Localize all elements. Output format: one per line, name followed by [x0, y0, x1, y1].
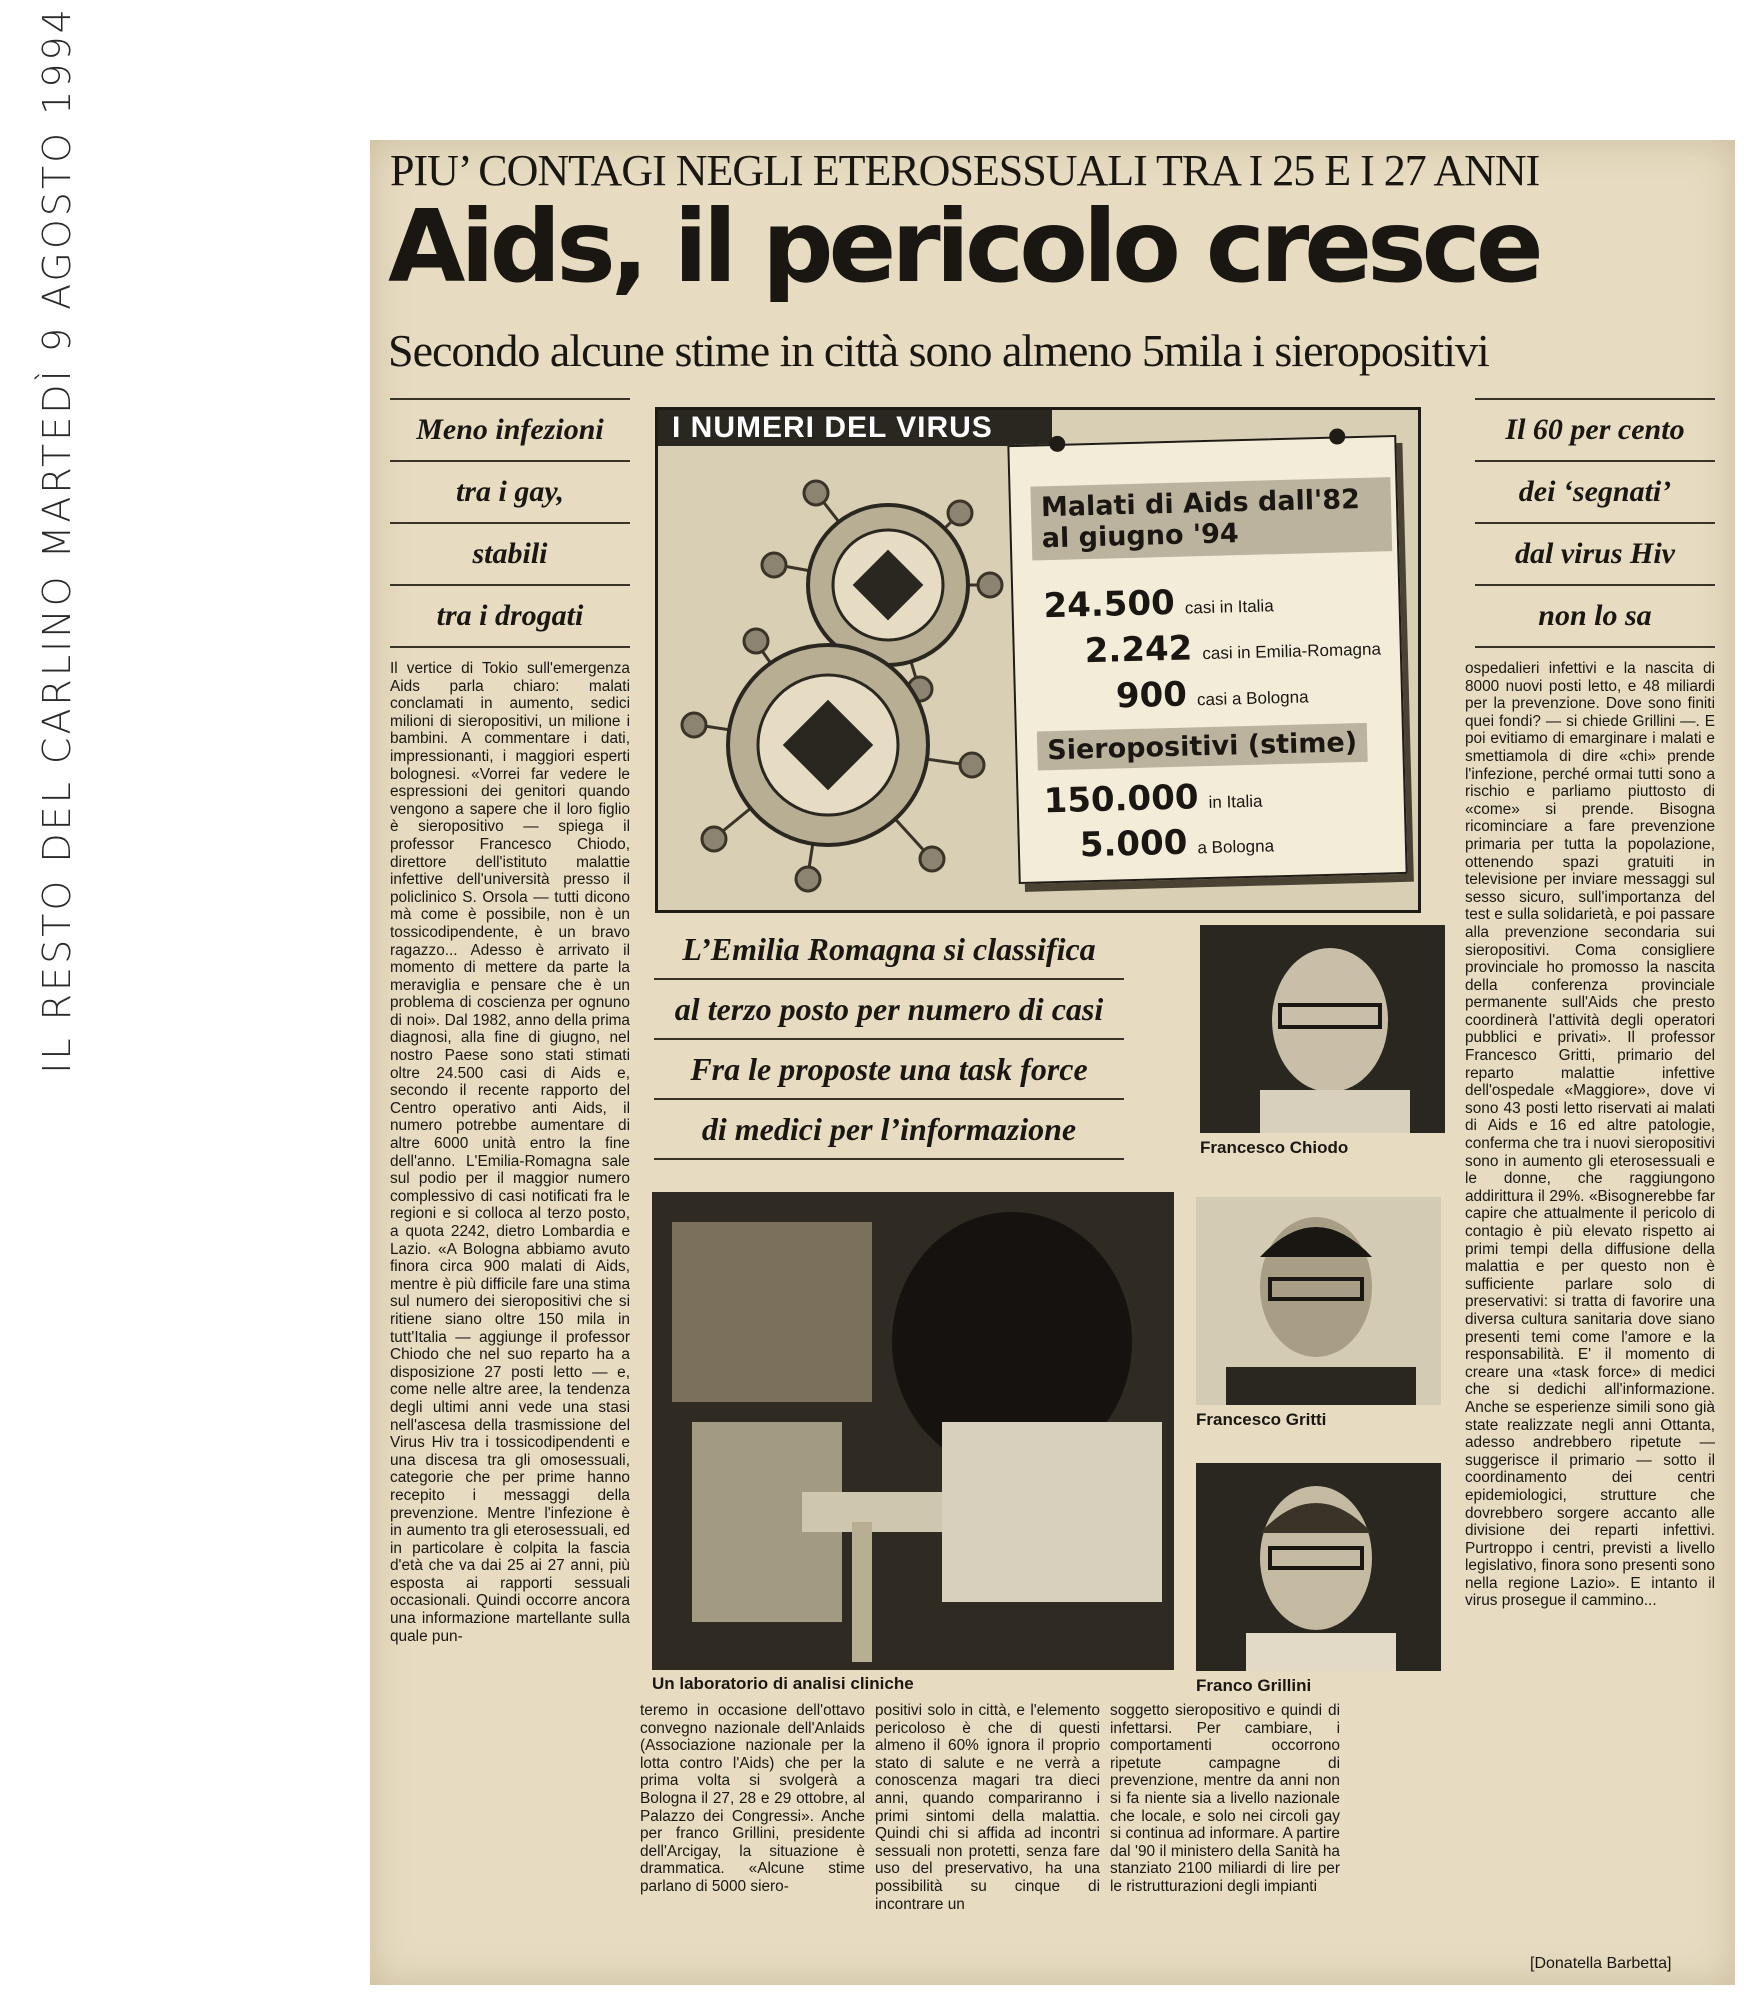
subheadline: Secondo alcune stime in città sono almeno 5mila i sieropositivi: [388, 325, 1489, 376]
right-deck-line: non lo sa: [1475, 586, 1715, 648]
stats-card: [1007, 435, 1407, 884]
article-column-3: positivi solo in città, e l'elemento pericoloso è che di questi almeno il 60% ignora il proprio stato di salute e ne verrà a conoscenza magari tra dieci anni, quando compariranno i primi sintomi della malattia. Quindi chi si affida ad incontri sessuali non protetti, senza fare uso del preservativo, ha una possibilità su cinque di incontrare un: [875, 1702, 1100, 1913]
left-deck-line: stabili: [390, 524, 630, 586]
center-deck-line: Fra le proposte una task force: [654, 1040, 1124, 1100]
right-deck-line: dal virus Hiv: [1475, 524, 1715, 586]
stat-row: 900 casi a Bologna: [1115, 674, 1309, 717]
virus-illustration: [668, 455, 1008, 895]
section2-title: Sieropositivi (stime): [1037, 723, 1368, 771]
stat-row: 24.500 casi in Italia: [1043, 582, 1274, 627]
right-deck-line: Il 60 per cento: [1475, 398, 1715, 462]
portrait-grillini: [1196, 1463, 1441, 1671]
section1-title: Malati di Aids dall'82 al giugno '94: [1030, 477, 1392, 560]
headline: Aids, il pericolo cresce: [388, 188, 1539, 305]
portrait-gritti: [1196, 1197, 1441, 1405]
byline: [Donatella Barbetta]: [1530, 1955, 1672, 1972]
lab-caption: Un laboratorio di analisi cliniche: [652, 1674, 914, 1693]
article-column-1: Il vertice di Tokio sull'emergenza Aids parla chiaro: malati conclamati in aumento, sedici milioni di sieropositivi, un milione i bambini. A commentare i dati, impressionanti, i maggiori esperti bolognesi. «Vorrei far vedere le espressioni dei genitori quando vengono a sapere che il loro figlio è sieropositivo — spiega il professor Francesco Chiodo, direttore dell'istituto malattie infettive dell'università presso il policlinico S. Orsola — tutti dicono mà come è possibile, non è un tossicodipendente, è un bravo ragazzo... Adesso è arrivato il momento di mettere da parte la meraviglia e pensare che è un problema di coscienza per ognuno di noi». Dal 1982, anno della prima diagnosi, alla fine di giugno, nel nostro Paese sono stati stimati oltre 24.500 casi di Aids e, secondo il recente rapporto del Centro operativo anti Aids, il numero potrebbe aumentare di altre 6000 unità entro la fine dell'anno. L'Emilia-Romagna sale sul podio per il maggior numero complessivo di casi notificati fra le regioni e si colloca al terzo posto, a quota 2242, dietro Lombardia e Lazio. «A Bologna abbiamo avuto finora circa 900 malati di Aids, mentre è più difficile fare una stima sul numero dei sieropositivi che si ritiene siano oltre 150 mila in tutt'Italia — aggiunge il professor Chiodo che nel suo reparto ha a disposizione 27 posti letto — e, come nelle altre aree, la tendenza degli ultimi anni vede una stasi nell'ascesa della trasmissione del Virus Hiv tra i tossicodipendenti e una discesa tra gli omosessuali, categorie che per prime hanno recepito i messaggi della prevenzione. Mentre l'infezione è in aumento tra gli eterosessuali, ed in particolare è colpita la fascia d'età che va dai 25 ai 27 anni, più esposta ai rapporti sessuali occasionali. Quindi occorre ancora una informazione martellante sulla quale pun-: [390, 660, 630, 1645]
infobox-title: I NUMERI DEL VIRUS: [658, 410, 1052, 446]
left-deck-line: Meno infezioni: [390, 398, 630, 462]
center-deck-line: al terzo posto per numero di casi: [654, 980, 1124, 1040]
left-deck-line: tra i drogati: [390, 586, 630, 648]
pin-icon: [1049, 436, 1065, 452]
kicker: PIU’ CONTAGI NEGLI ETEROSESSUALI TRA I 25 E I 27 ANNI: [390, 146, 1540, 195]
newspaper-clipping: [370, 140, 1735, 1985]
article-column-2: teremo in occasione dell'ottavo convegno nazionale dell'Anlaids (Associazione nazionale per la lotta contro l'Aids) che per la prima volta si svolgerà a Bologna il 27, 28 e 29 ottobre, al Palazzo dei Congressi». Anche per franco Grillini, presidente dell'Arcigay, la situazione è drammatica. «Alcune stime parlano di 5000 siero-: [640, 1702, 865, 1895]
center-deck-line: di medici per l’informazione: [654, 1100, 1124, 1160]
stat-row: 150.000 in Italia: [1043, 777, 1263, 822]
pin-icon: [1329, 428, 1345, 444]
caption-gritti: Francesco Gritti: [1196, 1410, 1327, 1429]
caption-grillini: Franco Grillini: [1196, 1676, 1312, 1695]
handwritten-note: IL RESTO DEL CARLINO MARTEDÌ 9 AGOSTO 1994: [35, 6, 79, 1074]
stat-row: 5.000 a Bologna: [1079, 822, 1275, 866]
right-deck-line: dei ‘segnati’: [1475, 462, 1715, 524]
article-column-4: soggetto sieropositivo e quindi di infettarsi. Per cambiare, i comportamenti occorrono ripetute campagne di prevenzione, mentre da anni non si fa niente sia a livello nazionale che locale, e solo nei circoli gay si continua ad informare. A partire dal '90 il ministero della Sanità ha stanziato 2100 miliardi di lire per le ristrutturazioni degli impianti: [1110, 1702, 1340, 1895]
left-deck-line: tra i gay,: [390, 462, 630, 524]
lab-photo: [652, 1192, 1174, 1670]
portrait-chiodo: [1200, 925, 1445, 1133]
stat-row: 2.242 casi in Emilia-Romagna: [1084, 628, 1382, 672]
article-column-5: ospedalieri infettivi e la nascita di 8000 nuovi posti letto, e 48 miliardi per la prevenzione. Dove sono finiti quei fondi? — si chiede Grillini —. E poi evitiamo di emarginare i malati e smettiamola di dire «chi» prende l'infezione, perché ormai tutti sono a rischio e parliamo piuttosto di «come» si prende. Bisogna ricominciare a fare prevenzione primaria per tutta la popolazione, ottenendo spazi gratuiti in televisione per inviare messaggi sul sesso sicuro, sull'importanza del test e sulla solidarietà, e poi passare alla prevenzione secondaria sui sieropositivi. Coma consigliere provinciale ho promosso la nascita della conferenza provinciale permanente sull'Aids che presto coordinerà l'attività degli operatori pubblici e privati». Il professor Francesco Gritti, primario del reparto malattie infettive dell'ospedale «Maggiore», dove vi sono 43 posti letto riservati ai malati di Aids e 16 ed altre patologie, conferma che tra i nuovi sieropositivi sono in aumento gli eterosessuali e le donne, che raggiungono addirittura il 29%. «Bisognerebbe far capire che attualmente il pericolo di contagio è più elevato rispetto ai primi tempi della diffusione della malattia e per questo non è sufficiente parlare solo di preservativi: si tratta di favorire una diversa cultura sanitaria dove siano presenti temi come l'amore e la responsabilità. E' il momento di creare una «task force» di medici che si dedichi all'informazione. Anche se esperienze simili sono già state realizzate negli anni Ottanta, adesso andrebbero ripetute — suggerisce il primario — sotto il coordinamento dei centri epidemiologici, strutture che dovrebbero sorgere accanto alle divisione dei reparti infettivi. Purtroppo i centri, previsti a livello legislativo, finora sono presenti sono nella regione Lazio». E intanto il virus prosegue il cammino...: [1465, 660, 1715, 1610]
center-deck: [654, 920, 1124, 1160]
caption-chiodo: Francesco Chiodo: [1200, 1138, 1349, 1157]
center-deck-line: L’Emilia Romagna si classifica: [654, 920, 1124, 980]
virus-infobox: [655, 407, 1421, 913]
left-deck: [390, 398, 630, 648]
right-deck: [1475, 398, 1715, 648]
